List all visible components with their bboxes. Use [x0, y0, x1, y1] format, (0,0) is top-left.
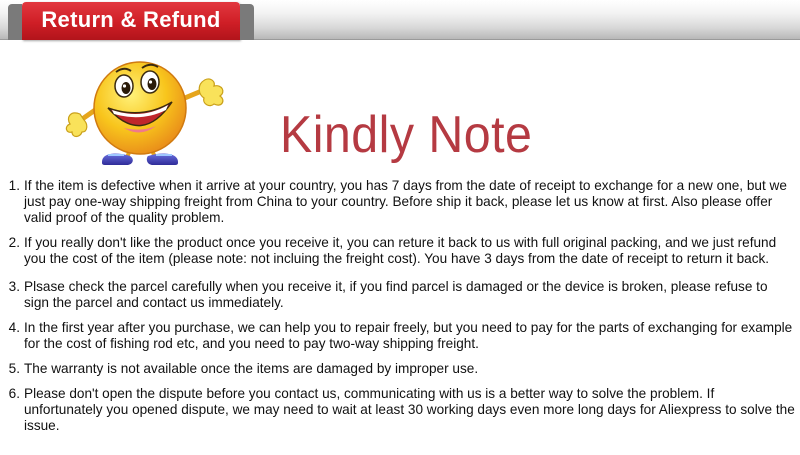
note-number: 4. [8, 320, 20, 335]
note-item [8, 279, 796, 311]
note-item [8, 320, 796, 352]
header-bar [0, 0, 800, 40]
note-text: If you really don't like the product once you receive it, you can reture it back to us with full original packing, and we just refund you the cost of the item (please note: not incluing the freight cost). You have 3 days from the date of receipt to return it back. [24, 235, 777, 266]
note-item [8, 178, 796, 225]
header-title: Return & Refund [41, 7, 221, 32]
note-item [8, 235, 796, 267]
smiling-orange-mascot-icon [58, 46, 238, 168]
note-text: If the item is defective when it arrive at your country, you has 7 days from the date of receipt to exchange for a new one, but we just pay one-way shipping freight from China to your country. Before ship it back, please let us know at first. Also please offer valid proof of the quality problem. [24, 178, 787, 225]
note-number: 1. [8, 178, 20, 193]
note-number: 5. [8, 361, 20, 376]
note-item [8, 361, 796, 377]
kindly-note-heading: Kindly Note [280, 106, 533, 164]
note-item [8, 386, 796, 433]
note-text: Plsase check the parcel carefully when you receive it, if you find parcel is damaged or the device is broken, please refuse to sign the parcel and contact us immediately. [24, 279, 768, 310]
return-refund-tab [22, 2, 240, 40]
note-text: Please don't open the dispute before you contact us, communicating with us is a better way to solve the problem. If unfortunately you opened dispute, we may need to wait at least 30 working days even more long days for Aliexpress to solve the issue. [24, 386, 795, 433]
note-text: In the first year after you purchase, we can help you to repair freely, but you need to pay for the parts of exchanging for example for the cost of fishing rod etc, and you need to pay two-way shipping freight. [24, 320, 793, 351]
note-number: 3. [8, 279, 20, 294]
note-number: 2. [8, 235, 20, 250]
note-number: 6. [8, 386, 20, 401]
note-text: The warranty is not available once the items are damaged by improper use. [24, 361, 479, 376]
